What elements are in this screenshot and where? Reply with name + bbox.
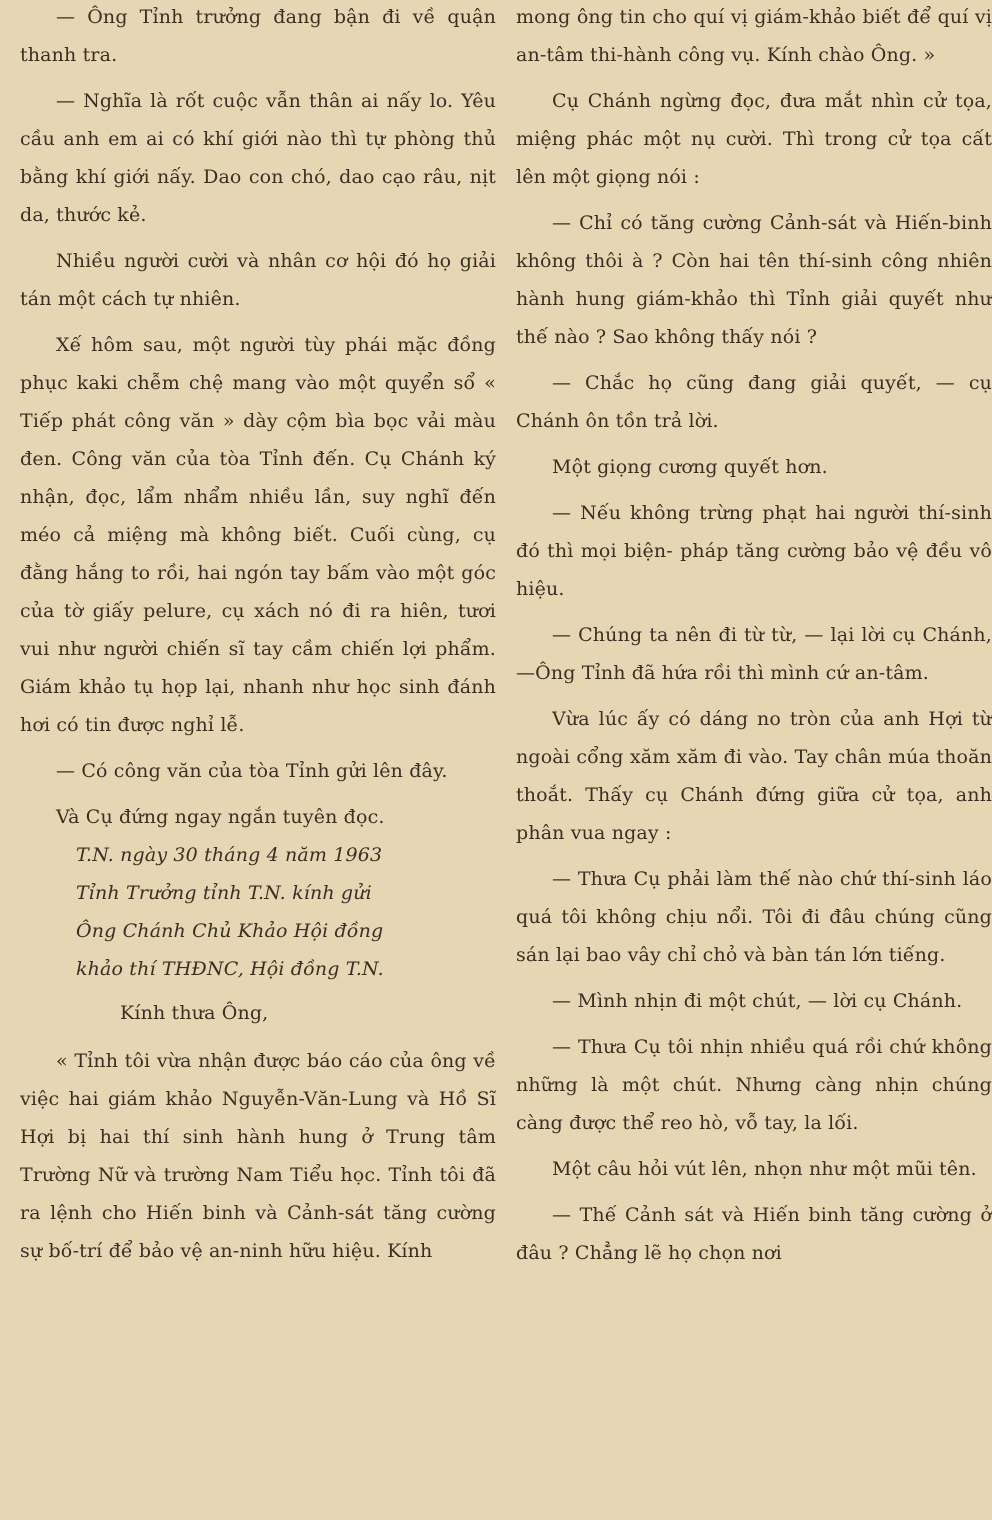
paragraph: — Thế Cảnh sát và Hiến binh tăng cường ở đâu ? Chẳng lẽ họ chọn nơi	[516, 1204, 992, 1264]
paragraph: Một câu hỏi vút lên, nhọn như một mũi tên.	[552, 1158, 977, 1180]
letter-heading-line: Ông Chánh Chủ Khảo Hội đồng	[76, 920, 384, 942]
paragraph: — Mình nhịn đi một chút, — lời cụ Chánh.	[552, 990, 963, 1012]
paragraph: Và Cụ đứng ngay ngắn tuyên đọc.	[56, 806, 385, 828]
paragraph: Một giọng cương quyết hơn.	[552, 456, 828, 478]
paragraph: Nhiều người cười và nhân cơ hội đó họ giải tán một cách tự nhiên.	[20, 250, 496, 310]
paragraph: — Thưa Cụ tôi nhịn nhiều quá rồi chứ không những là một chút. Nhưng càng nhịn chúng càng được thể reo hò, vỗ tay, la lối.	[516, 1036, 992, 1134]
paragraph: mong ông tin cho quí vị giám-khảo biết để quí vị an-tâm thi-hành công vụ. Kính chào Ông. »	[516, 6, 992, 66]
paragraph: Vừa lúc ấy có dáng no tròn của anh Hợi từ ngoài cổng xăm xăm đi vào. Tay chân múa thoăn thoắt. Thấy cụ Chánh đứng giữa cử tọa, anh phân vua ngay :	[516, 708, 992, 844]
left-column	[20, 0, 496, 1520]
right-column	[516, 0, 992, 1520]
paragraph: — Nếu không trừng phạt hai người thí-sinh đó thì mọi biện- pháp tăng cường bảo vệ đều vô hiệu.	[516, 502, 992, 600]
paragraph: Cụ Chánh ngừng đọc, đưa mắt nhìn cử tọa, miệng phác một nụ cười. Thì trong cử tọa cất lên một giọng nói :	[516, 90, 992, 188]
paragraph: — Có công văn của tòa Tỉnh gửi lên đây.	[56, 760, 448, 782]
letter-salutation: Kính thưa Ông,	[120, 1002, 269, 1024]
paragraph: — Ông Tỉnh trưởng đang bận đi về quận thanh tra.	[20, 6, 496, 66]
letter-heading-line: Tỉnh Trưởng tỉnh T.N. kính gửi	[76, 882, 372, 904]
paragraph: — Chúng ta nên đi từ từ, — lại lời cụ Chánh,—Ông Tỉnh đã hứa rồi thì mình cứ an-tâm.	[516, 624, 992, 684]
paragraph: — Thưa Cụ phải làm thế nào chứ thí-sinh láo quá tôi không chịu nổi. Tôi đi đâu chúng cũng sán lại bao vây chỉ chỏ và bàn tán lớn tiếng.	[516, 868, 992, 966]
letter-heading-line: T.N. ngày 30 tháng 4 năm 1963	[76, 844, 383, 866]
letter-heading-line: khảo thí THĐNC, Hội đồng T.N.	[76, 958, 384, 980]
letter-body: « Tỉnh tôi vừa nhận được báo cáo của ông về việc hai giám khảo Nguyễn-Văn-Lung và Hồ Sĩ Hợi bị hai thí sinh hành hung ở Trung tâm Trường Nữ và trường Nam Tiểu học. Tỉnh tôi đã ra lệnh cho Hiến binh và Cảnh-sát tăng cường sự bố-trí để bảo vệ an-ninh hữu hiệu. Kính	[20, 1050, 496, 1262]
paragraph: — Chắc họ cũng đang giải quyết, — cụ Chánh ôn tồn trả lời.	[516, 372, 992, 432]
paragraph: — Nghĩa là rốt cuộc vẫn thân ai nấy lo. Yêu cầu anh em ai có khí giới nào thì tự phòng thủ bằng khí giới nấy. Dao con chó, dao cạo râu, nịt da, thước kẻ.	[20, 90, 496, 226]
paragraph: — Chỉ có tăng cường Cảnh-sát và Hiến-binh không thôi à ? Còn hai tên thí-sinh công nhiên hành hung giám-khảo thì Tỉnh giải quyết như thế nào ? Sao không thấy nói ?	[516, 212, 992, 348]
paragraph: Xế hôm sau, một người tùy phái mặc đồng phục kaki chễm chệ mang vào một quyển sổ « Tiếp phát công văn » dày cộm bìa bọc vải màu đen. Công văn của tòa Tỉnh đến. Cụ Chánh ký nhận, đọc, lẩm nhẩm nhiều lần, suy nghĩ đến méo cả miệng mà không biết. Cuối cùng, cụ đằng hắng to rồi, hai ngón tay bấm vào một góc của tờ giấy pelure, cụ xách nó đi ra hiên, tươi vui như người chiến sĩ tay cầm chiến lợi phẩm. Giám khảo tụ họp lại, nhanh như học sinh đánh hơi có tin được nghỉ lễ.	[20, 334, 496, 736]
letter-heading	[76, 836, 496, 988]
